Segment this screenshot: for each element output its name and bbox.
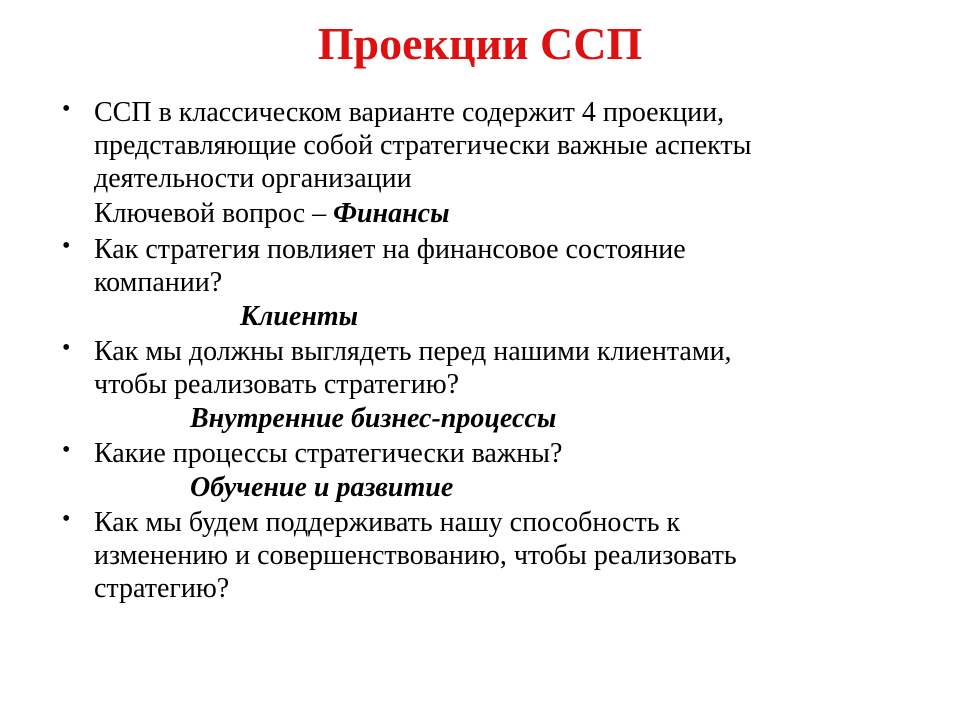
- processes-line-1: Какие процессы стратегически важны?: [94, 438, 563, 469]
- heading-processes: Внутренние бизнес-процессы: [190, 403, 557, 434]
- bullet-item-processes: [60, 437, 940, 470]
- bullet-icon: •: [62, 96, 71, 122]
- bullet-icon: •: [62, 233, 71, 259]
- intro-line-3: деятельности организации: [94, 163, 412, 194]
- bullet-item-finance: [60, 233, 940, 299]
- heading-finance: Финансы: [333, 198, 450, 229]
- bullet-icon: •: [62, 506, 71, 532]
- heading-clients: Клиенты: [240, 301, 359, 332]
- clients-line-1: Как мы должны выглядеть перед нашими клиентами,: [94, 336, 732, 367]
- bullet-icon: •: [62, 437, 71, 463]
- bullet-item-learning: [60, 506, 940, 605]
- clients-line-2: чтобы реализовать стратегию?: [94, 369, 460, 400]
- slide-title: Проекции ССП: [317, 18, 643, 69]
- learning-line-3: стратегию?: [94, 573, 230, 604]
- heading-learning: Обучение и развитие: [190, 472, 454, 503]
- intro-line-1: ССП в классическом варианте содержит 4 проекции,: [94, 97, 725, 128]
- bullet-item-intro: [60, 96, 940, 195]
- key-question-prefix: Ключевой вопрос –: [94, 198, 334, 229]
- bullet-item-clients: [60, 335, 940, 401]
- learning-line-2: изменению и совершенствованию, чтобы реализовать: [94, 540, 737, 571]
- finance-line-2: компании?: [94, 267, 223, 298]
- intro-line-2: представляющие собой стратегически важные аспекты: [94, 130, 752, 161]
- key-question-line: [60, 197, 940, 230]
- learning-line-1: Как мы будем поддерживать нашу способность к: [94, 507, 681, 538]
- bullet-icon: •: [62, 335, 71, 361]
- slide-content: [60, 96, 940, 605]
- finance-line-1: Как стратегия повлияет на финансовое состояние: [94, 234, 686, 265]
